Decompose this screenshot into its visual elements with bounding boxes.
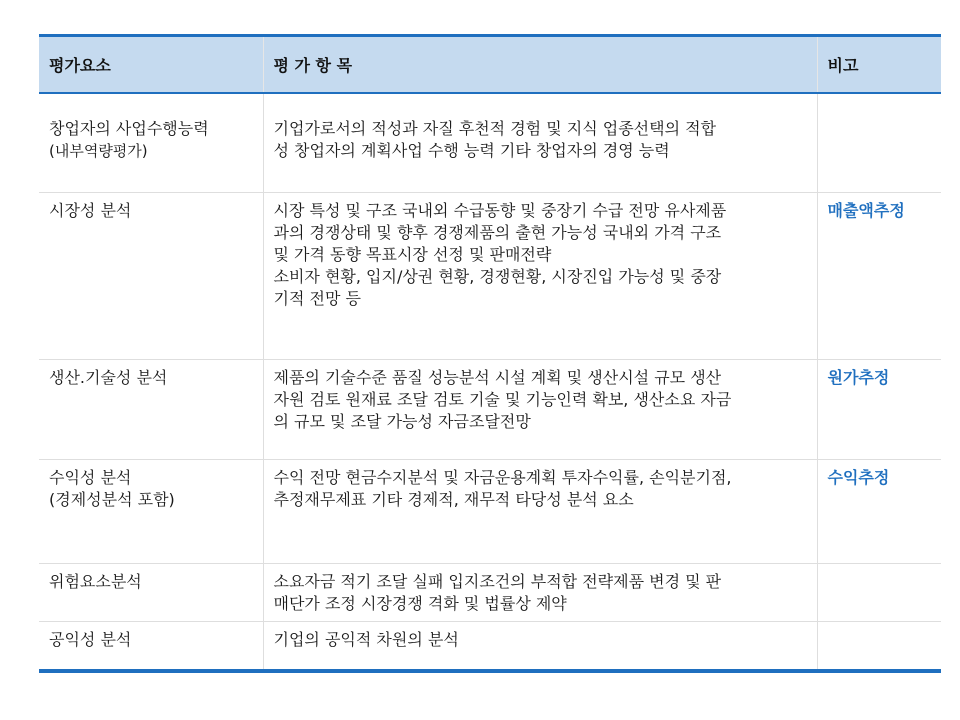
item-line: 기적 전망 등 (273, 288, 361, 308)
cell-items (263, 459, 817, 563)
cell-items (263, 192, 817, 359)
item-line: 및 가격 동향 목표시장 선정 및 판매전략 (273, 244, 552, 264)
cell-note (817, 359, 941, 459)
element-text: 수익성 분석 (49, 467, 132, 487)
item-line: 시장 특성 및 구조 국내외 수급동향 및 중장기 수급 전망 유사제품 (273, 200, 727, 220)
item-line: 과의 경쟁상태 및 향후 경쟁제품의 출현 가능성 국내외 가격 구조 (273, 222, 722, 242)
item-line: 소비자 현황, 입지/상권 현황, 경쟁현황, 시장진입 가능성 및 중장 (273, 266, 722, 286)
item-line: 소요자금 적기 조달 실패 입지조건의 부적합 전략제품 변경 및 판 (273, 571, 722, 591)
cell-items (263, 621, 817, 669)
item-line: 자원 검토 원재료 조달 검토 기술 및 기능인력 확보, 생산소요 자금 (273, 389, 732, 409)
element-subtext: (내부역량평가) (49, 142, 148, 160)
item-line: 매단가 조정 시장경쟁 격화 및 법률상 제약 (273, 593, 567, 613)
element-text: 공익성 분석 (49, 629, 132, 649)
cell-element (39, 621, 263, 669)
cell-note (817, 563, 941, 621)
element-text: 창업자의 사업수행능력 (49, 119, 209, 138)
cell-note (817, 192, 941, 359)
cell-element (39, 93, 263, 192)
header-remarks: 비고 (817, 37, 941, 93)
table-header-row (39, 37, 941, 93)
element-text: 생산.기술성 분석 (49, 367, 168, 387)
cell-items (263, 93, 817, 192)
table-row (39, 563, 941, 621)
cell-element (39, 459, 263, 563)
note-profit-estimate: 수익추정 (827, 467, 890, 487)
element-text: 시장성 분석 (49, 200, 132, 220)
element-subtext: (경제성분석 포함) (49, 489, 175, 509)
cell-note (817, 621, 941, 669)
table-row (39, 621, 941, 669)
table-row (39, 459, 941, 563)
cell-element (39, 359, 263, 459)
element-text: 위험요소분석 (49, 571, 142, 591)
cell-element (39, 192, 263, 359)
cell-element (39, 563, 263, 621)
evaluation-table (39, 37, 941, 669)
cell-items (263, 563, 817, 621)
table-row (39, 359, 941, 459)
header-evaluation-items: 평 가 항 목 (263, 37, 817, 93)
item-line: 성 창업자의 계획사업 수행 능력 기타 창업자의 경영 능력 (273, 141, 670, 160)
item-line: 의 규모 및 조달 가능성 자금조달전망 (273, 411, 531, 431)
cell-note (817, 93, 941, 192)
table-row (39, 93, 941, 192)
note-sales-estimate: 매출액추정 (827, 200, 905, 220)
note-cost-estimate: 원가추정 (827, 367, 890, 387)
item-line: 수익 전망 현금수지분석 및 자금운용계획 투자수익률, 손익분기점, (273, 467, 732, 487)
item-line: 추정재무제표 기타 경제적, 재무적 타당성 분석 요소 (273, 489, 634, 509)
table-row (39, 192, 941, 359)
cell-note (817, 459, 941, 563)
header-evaluation-element: 평가요소 (39, 37, 263, 93)
item-line: 기업가로서의 적성과 자질 후천적 경험 및 지식 업종선택의 적합 (273, 119, 717, 138)
item-line: 기업의 공익적 차원의 분석 (273, 629, 459, 649)
item-line: 제품의 기술수준 품질 성능분석 시설 계획 및 생산시설 규모 생산 (273, 367, 722, 387)
cell-items (263, 359, 817, 459)
evaluation-table-container (39, 34, 941, 673)
